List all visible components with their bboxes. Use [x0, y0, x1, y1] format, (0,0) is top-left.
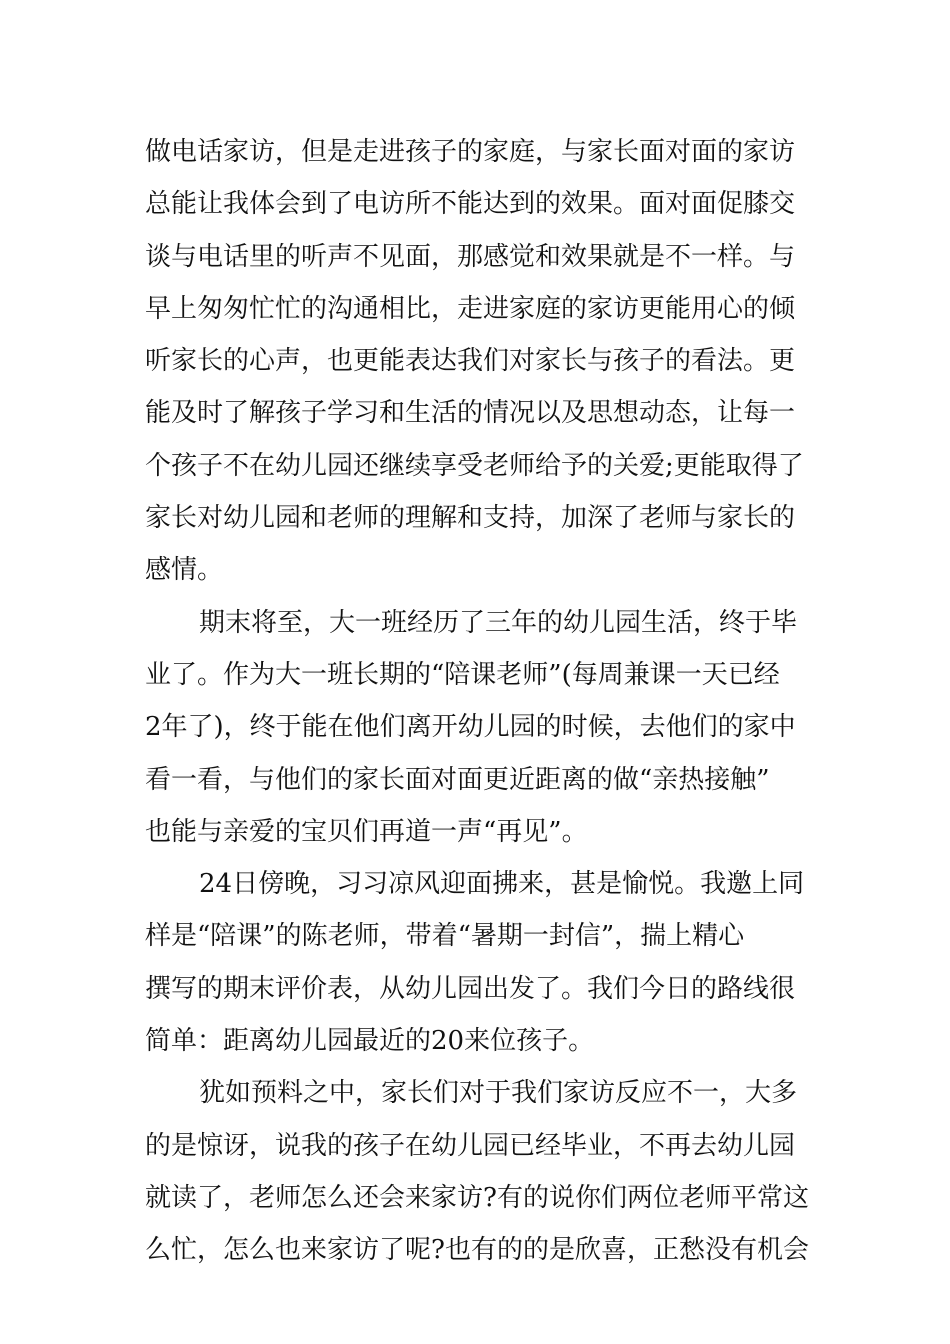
- text-line: 感情。: [145, 555, 224, 586]
- text-line: 能及时了解孩子学习和生活的情况以及思想动态，让每一: [145, 398, 796, 429]
- text-line: 业了。作为大一班长期的“陪课老师”(每周兼课一天已经: [145, 659, 780, 690]
- text-line: 就读了，老师怎么还会来家访?有的说你们两位老师平常这: [145, 1182, 809, 1213]
- paragraph-1: [145, 126, 809, 597]
- text-line: 也能与亲爱的宝贝们再道一声“再见”。: [145, 816, 588, 847]
- text-line: 总能让我体会到了电访所不能达到的效果。面对面促膝交: [145, 189, 796, 220]
- paragraph-3: [145, 858, 809, 1067]
- text-line: 谈与电话里的听声不见面，那感觉和效果就是不一样。与: [145, 241, 796, 272]
- text-line: 看一看，与他们的家长面对面更近距离的做“亲热接触”: [145, 764, 770, 795]
- text-line: 个孩子不在幼儿园还继续享受老师给予的关爱;更能取得了: [145, 450, 804, 481]
- paragraph-4: [145, 1067, 809, 1276]
- text-line: 2年了)，终于能在他们离开幼儿园的时候，去他们的家中: [145, 712, 796, 743]
- text-line: 听家长的心声，也更能表达我们对家长与孩子的看法。更: [145, 346, 796, 377]
- text-line: 的是惊讶，说我的孩子在幼儿园已经毕业，不再去幼儿园: [145, 1130, 796, 1161]
- text-line-first: 期末将至，大一班经历了三年的幼儿园生活，终于毕: [199, 607, 798, 638]
- text-line-first: 24日傍晚，习习凉风迎面拂来，甚是愉悦。我邀上同: [199, 869, 805, 900]
- document-body: [145, 126, 809, 1277]
- text-line: 样是“陪课”的陈老师，带着“暑期一封信”，揣上精心: [145, 921, 745, 952]
- paragraph-2: [145, 597, 809, 858]
- text-line: 简单：距离幼儿园最近的20来位孩子。: [145, 1026, 595, 1057]
- text-line: 家长对幼儿园和老师的理解和支持，加深了老师与家长的: [145, 503, 796, 534]
- text-line: 做电话家访，但是走进孩子的家庭，与家长面对面的家访: [145, 137, 796, 167]
- text-line: 么忙，怎么也来家访了呢?也有的的是欣喜，正愁没有机会: [145, 1235, 809, 1266]
- text-line: 早上匆匆忙忙的沟通相比，走进家庭的家访更能用心的倾: [145, 293, 796, 324]
- text-line: 撰写的期末评价表，从幼儿园出发了。我们今日的路线很: [145, 973, 796, 1004]
- text-line-first: 犹如预料之中，家长们对于我们家访反应不一，大多: [199, 1078, 798, 1109]
